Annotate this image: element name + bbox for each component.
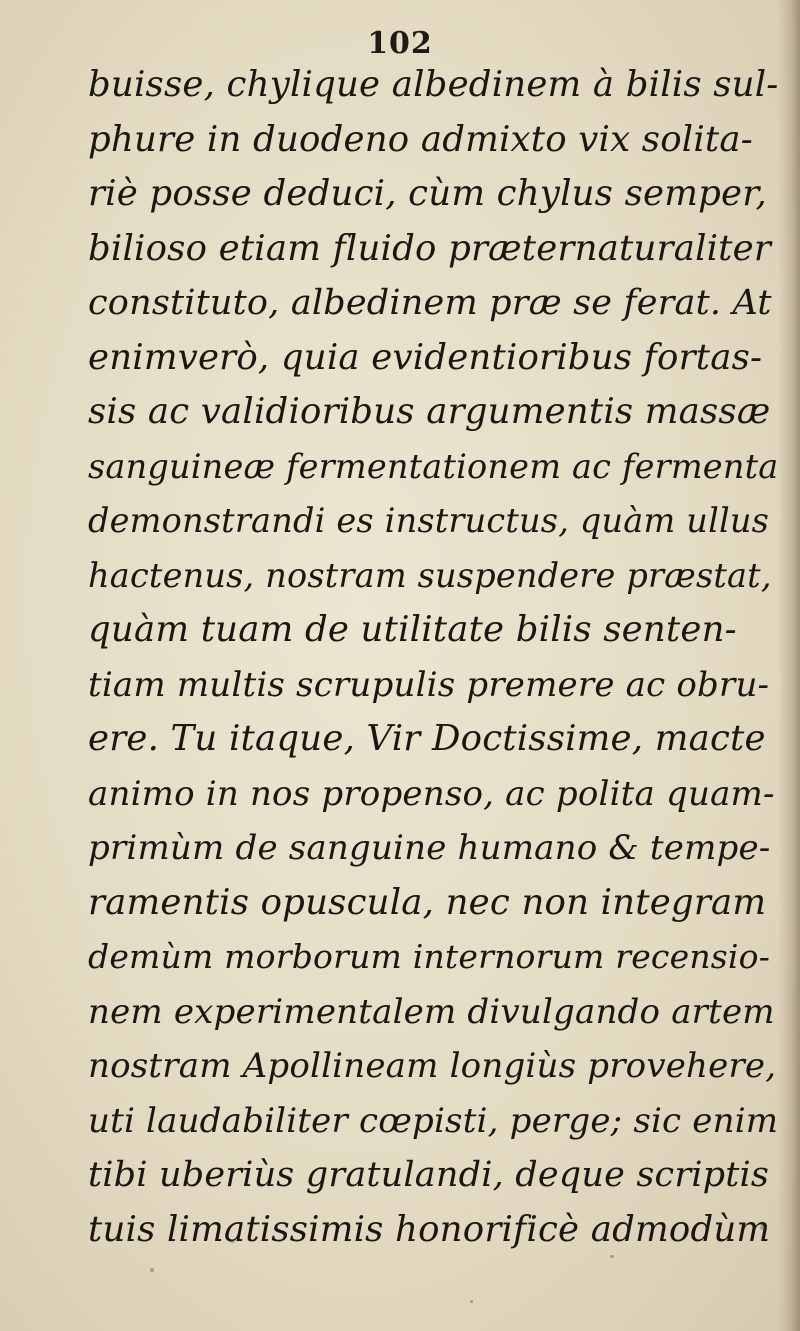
text-line: bilioso etiam fluido præternaturaliter xyxy=(88,227,772,269)
text-line: tiam multis scrupulis premere ac obru- xyxy=(88,664,770,705)
text-line: uti laudabiliter cœpisti, perge; sic enim xyxy=(88,1100,779,1141)
text-line: tibi uberiùs gratulandi, deque scriptis xyxy=(88,1155,770,1195)
text-line: sis ac validioribus argumentis massæ xyxy=(88,391,771,432)
text-line: primùm de sanguine humano & tempe- xyxy=(88,828,771,868)
text-line: tuis limatissimis honorificè admodùm xyxy=(88,1208,771,1250)
paper-speck xyxy=(230,1240,235,1243)
text-line: animo in nos propenso, ac polita quam- xyxy=(88,773,775,814)
page-edge-shadow xyxy=(778,0,800,1331)
text-line: nem experimentalem divulgando artem xyxy=(88,991,775,1032)
paper-speck xyxy=(760,1225,765,1230)
text-line: hactenus, nostram suspendere præstat, xyxy=(88,555,772,595)
paper-speck xyxy=(150,1268,154,1272)
text-line: constituto, albedinem præ se ferat. At xyxy=(88,283,772,323)
text-line: demonstrandi es instructus, quàm ullus xyxy=(88,501,770,540)
text-line: riè posse deduci, cùm chylus semper, xyxy=(88,173,767,214)
text-line: phure in duodeno admixto vix solita- xyxy=(88,118,753,160)
text-line: enimverò, quia evidentioribus fortas- xyxy=(88,336,763,378)
text-line: nostram Apollineam longiùs provehere, xyxy=(88,1046,777,1086)
text-line: ere. Tu itaque, Vir Doctissime, macte xyxy=(88,718,766,759)
text-line: ramentis opuscula, nec non integram xyxy=(88,881,767,923)
text-line: demùm morborum internorum recensio- xyxy=(88,937,771,976)
text-line: quàm tuam de utilitate bilis senten- xyxy=(88,609,737,650)
text-line: sanguineæ fermentationem ac fermenta xyxy=(88,446,779,486)
text-line: buisse, chylique albedinem à bilis sul- xyxy=(88,64,779,105)
paper-speck xyxy=(470,1300,473,1303)
paper-speck xyxy=(610,1255,614,1258)
page-number: 102 xyxy=(367,26,433,61)
body-text xyxy=(88,58,778,1257)
